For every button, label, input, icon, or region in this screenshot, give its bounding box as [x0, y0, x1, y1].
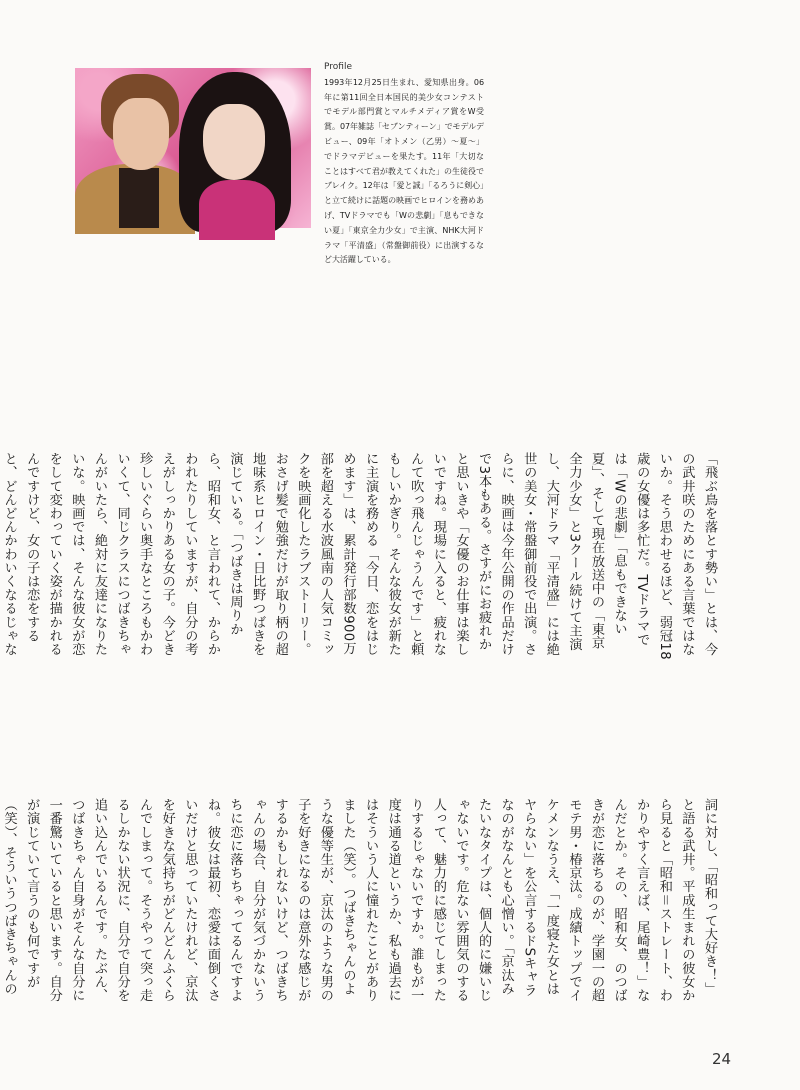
page-number: 24	[712, 1050, 732, 1068]
article-lower-text: 詞に対し、「昭和って大好き！」と語る武井。平成生まれの彼女から見ると「昭和＝ストレート、わかりやすく言えば、尾崎豊！」なんだとか。その、昭和女、のつばきが恋に落ちるのが、学園一の超モテ男・椿京汰。成績トップでイケメンなうえ、「一度寝た女とはヤらない」を公言するドSキャラなのがなんとも心憎い。「京汰みたいなタイプは、個人的に嫌いじゃないです。危ない雰囲気のする人って、魅力的に感じてしまったりするじゃないですか。誰もが一度は通る道というか、私も過去にはそういう人に憧れたことがありました（笑）。つばきちゃんのような優等生が、京汰のような男の子を好きになるのは意外な感じがするかもしれないけど、つばきちゃんの場合、自分が気づかないうちに恋に落ちちゃってるんですよね。彼女は最初、恋愛は面倒くさいだけと思っていたけれど、京汰を好きな気持ちがどんどんふくらんでしまって。そうやって突っ走るしかない状況に、自分で自分を追い込んでいるんです。たぶん、つばきちゃん自身がそんな自分に一番驚いていると思います。自分が演じていて言うのも何ですが（笑）、そういうつばきちゃんの	[1, 798, 717, 1002]
profile-body: 1993年12月25日生まれ、愛知県出身。06年に第11回全日本国民的美少女コンテストでモデル部門賞とマルチメディア賞をW受賞。07年雑誌「セブンティーン」でモデルデビュー、09年「オトメン（乙男）〜夏〜」でドラマデビューを果たす。11年「大切なことはすべて君が教えてくれた」の生徒役でブレイク。12年は「愛と誠」「るろうに剣心」と立て続けに話題の映画でヒロインを務めあげ、TVドラマでも「Wの悲劇」「息もできない夏」「東京全力少女」で主演、NHK大河ドラマ「平清盛」（常盤御前役）に出演するなど大活躍している。	[324, 77, 484, 265]
cast-photo	[75, 68, 311, 228]
article-lower	[1, 798, 720, 1006]
article-upper-text: 「飛ぶ鳥を落とす勢い」とは、今の武井咲のためにある言葉ではないか。そう思わせるほど、弱冠18歳の女優は多忙だ。TVドラマでは「Wの悲劇」「息もできない夏」、そして現在放送中の「東京全力少女」と3クール続けて主演し、大河ドラマ「平清盛」には絶世の美女・常盤御前役で出演。さらに、映画は今年公開の作品だけで3本もある。さすがにお疲れかと思いきや「女優のお仕事は楽しいですね。現場に入ると、疲れなんて吹っ飛んじゃうんです」と頼もしいかぎり。そんな彼女が新たに主演を務める「今日、恋をはじめます」は、累計発行部数900万部を超える水波風南の人気コミックを映画化したラブストーリー。おさげ髪で勉強だけが取り柄の超地味系ヒロイン・日比野つばきを演じている。「つばきは周りから、昭和女、と言われて、からかわれたりしていますが、自分の考えがしっかりある女の子。今どき珍しいぐらい奥手なところもかわいくて、同じクラスにつばきちゃんがいたら、絶対に友達になりたいな。映画では、そんな彼女が恋をして変わっていく姿が描かれるんですけど、女の子は恋をすると、どんどんかわいくなるじゃな	[1, 452, 717, 660]
profile-box	[324, 60, 484, 268]
profile-heading: Profile	[324, 62, 352, 72]
article-upper	[1, 452, 720, 660]
